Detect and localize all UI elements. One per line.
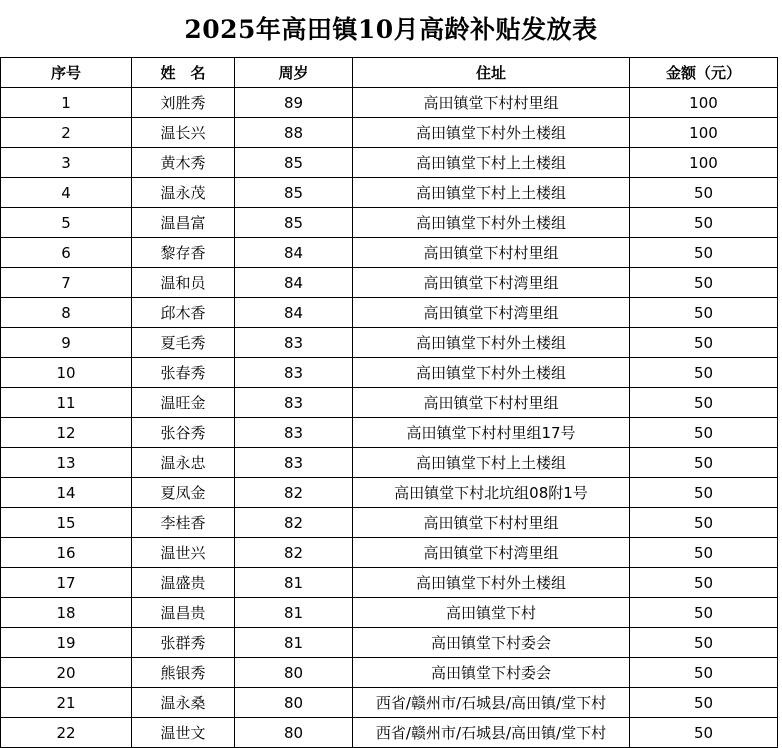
table-body xyxy=(1,88,778,748)
cell-name: 温永茂 xyxy=(132,178,235,208)
cell-name: 夏凤金 xyxy=(132,478,235,508)
cell-name: 温永桑 xyxy=(132,688,235,718)
table-row xyxy=(1,118,778,148)
cell-index: 5 xyxy=(1,208,132,238)
table-row xyxy=(1,88,778,118)
cell-amount: 50 xyxy=(630,358,778,388)
cell-name: 黄木秀 xyxy=(132,148,235,178)
table-title: 2025年高田镇10月高龄补贴发放表 xyxy=(184,15,598,44)
cell-index: 19 xyxy=(1,628,132,658)
cell-amount: 50 xyxy=(630,238,778,268)
cell-age: 83 xyxy=(235,388,353,418)
cell-name: 邱木香 xyxy=(132,298,235,328)
table-row xyxy=(1,598,778,628)
cell-index: 9 xyxy=(1,328,132,358)
cell-address: 高田镇堂下村上土楼组 xyxy=(353,178,630,208)
cell-index: 2 xyxy=(1,118,132,148)
cell-age: 83 xyxy=(235,418,353,448)
cell-age: 88 xyxy=(235,118,353,148)
cell-amount: 100 xyxy=(630,88,778,118)
cell-age: 80 xyxy=(235,658,353,688)
cell-address: 高田镇堂下村委会 xyxy=(353,628,630,658)
cell-address: 西省/赣州市/石城县/高田镇/堂下村 xyxy=(353,718,630,748)
table-row xyxy=(1,688,778,718)
cell-name: 李桂香 xyxy=(132,508,235,538)
cell-name: 温昌贵 xyxy=(132,598,235,628)
table-row xyxy=(1,478,778,508)
cell-name: 温盛贵 xyxy=(132,568,235,598)
cell-name: 熊银秀 xyxy=(132,658,235,688)
cell-index: 4 xyxy=(1,178,132,208)
cell-age: 82 xyxy=(235,538,353,568)
cell-address: 高田镇堂下村 xyxy=(353,598,630,628)
cell-amount: 50 xyxy=(630,298,778,328)
cell-amount: 100 xyxy=(630,148,778,178)
cell-index: 22 xyxy=(1,718,132,748)
header-name: 姓 名 xyxy=(132,58,235,88)
header-row xyxy=(1,58,778,88)
cell-name: 温旺金 xyxy=(132,388,235,418)
cell-address: 高田镇堂下村上土楼组 xyxy=(353,148,630,178)
cell-index: 14 xyxy=(1,478,132,508)
cell-amount: 50 xyxy=(630,388,778,418)
table-row xyxy=(1,298,778,328)
cell-age: 85 xyxy=(235,178,353,208)
cell-age: 82 xyxy=(235,508,353,538)
cell-age: 81 xyxy=(235,628,353,658)
cell-age: 80 xyxy=(235,718,353,748)
cell-index: 3 xyxy=(1,148,132,178)
cell-address: 高田镇堂下村村里组 xyxy=(353,88,630,118)
cell-amount: 50 xyxy=(630,418,778,448)
table-row xyxy=(1,148,778,178)
cell-index: 18 xyxy=(1,598,132,628)
cell-age: 83 xyxy=(235,358,353,388)
subsidy-table xyxy=(0,57,778,748)
table-row xyxy=(1,628,778,658)
header-amount: 金额（元） xyxy=(630,58,778,88)
cell-amount: 100 xyxy=(630,118,778,148)
cell-age: 84 xyxy=(235,238,353,268)
cell-name: 温长兴 xyxy=(132,118,235,148)
cell-address: 高田镇堂下村外土楼组 xyxy=(353,358,630,388)
table-row xyxy=(1,358,778,388)
cell-amount: 50 xyxy=(630,628,778,658)
cell-address: 高田镇堂下村外土楼组 xyxy=(353,328,630,358)
cell-age: 82 xyxy=(235,478,353,508)
cell-address: 高田镇堂下村村里组 xyxy=(353,238,630,268)
cell-address: 高田镇堂下村湾里组 xyxy=(353,538,630,568)
cell-index: 11 xyxy=(1,388,132,418)
cell-index: 10 xyxy=(1,358,132,388)
cell-name: 温昌富 xyxy=(132,208,235,238)
cell-index: 6 xyxy=(1,238,132,268)
cell-index: 16 xyxy=(1,538,132,568)
cell-age: 81 xyxy=(235,568,353,598)
cell-address: 高田镇堂下村北坑组08附1号 xyxy=(353,478,630,508)
table-row xyxy=(1,388,778,418)
cell-age: 84 xyxy=(235,298,353,328)
cell-amount: 50 xyxy=(630,208,778,238)
table-row xyxy=(1,448,778,478)
cell-name: 温世兴 xyxy=(132,538,235,568)
table-row xyxy=(1,538,778,568)
cell-address: 高田镇堂下村上土楼组 xyxy=(353,448,630,478)
cell-amount: 50 xyxy=(630,508,778,538)
cell-age: 89 xyxy=(235,88,353,118)
cell-name: 张谷秀 xyxy=(132,418,235,448)
cell-address: 高田镇堂下村村里组 xyxy=(353,388,630,418)
cell-age: 81 xyxy=(235,598,353,628)
cell-name: 黎存香 xyxy=(132,238,235,268)
cell-age: 85 xyxy=(235,208,353,238)
cell-amount: 50 xyxy=(630,448,778,478)
cell-index: 12 xyxy=(1,418,132,448)
header-address: 住址 xyxy=(353,58,630,88)
cell-age: 83 xyxy=(235,328,353,358)
cell-address: 高田镇堂下村湾里组 xyxy=(353,298,630,328)
table-row xyxy=(1,568,778,598)
cell-name: 张春秀 xyxy=(132,358,235,388)
cell-index: 8 xyxy=(1,298,132,328)
table-row xyxy=(1,208,778,238)
cell-name: 张群秀 xyxy=(132,628,235,658)
cell-amount: 50 xyxy=(630,658,778,688)
cell-index: 1 xyxy=(1,88,132,118)
cell-age: 83 xyxy=(235,448,353,478)
header-index: 序号 xyxy=(1,58,132,88)
header-age: 周岁 xyxy=(235,58,353,88)
cell-amount: 50 xyxy=(630,538,778,568)
cell-address: 高田镇堂下村外土楼组 xyxy=(353,568,630,598)
cell-amount: 50 xyxy=(630,598,778,628)
table-row xyxy=(1,178,778,208)
cell-name: 夏毛秀 xyxy=(132,328,235,358)
cell-address: 高田镇堂下村委会 xyxy=(353,658,630,688)
table-row xyxy=(1,418,778,448)
table-row xyxy=(1,658,778,688)
cell-name: 温世文 xyxy=(132,718,235,748)
cell-address: 高田镇堂下村外土楼组 xyxy=(353,118,630,148)
cell-name: 温和员 xyxy=(132,268,235,298)
cell-age: 80 xyxy=(235,688,353,718)
cell-index: 21 xyxy=(1,688,132,718)
cell-address: 西省/赣州市/石城县/高田镇/堂下村 xyxy=(353,688,630,718)
cell-index: 15 xyxy=(1,508,132,538)
cell-amount: 50 xyxy=(630,718,778,748)
table-row xyxy=(1,268,778,298)
cell-amount: 50 xyxy=(630,688,778,718)
cell-address: 高田镇堂下村外土楼组 xyxy=(353,208,630,238)
cell-age: 85 xyxy=(235,148,353,178)
cell-address: 高田镇堂下村湾里组 xyxy=(353,268,630,298)
cell-amount: 50 xyxy=(630,328,778,358)
cell-amount: 50 xyxy=(630,568,778,598)
cell-index: 17 xyxy=(1,568,132,598)
cell-name: 温永忠 xyxy=(132,448,235,478)
cell-name: 刘胜秀 xyxy=(132,88,235,118)
table-row xyxy=(1,238,778,268)
cell-index: 20 xyxy=(1,658,132,688)
table-row xyxy=(1,508,778,538)
cell-address: 高田镇堂下村村里组 xyxy=(353,508,630,538)
table-row xyxy=(1,328,778,358)
table-row xyxy=(1,718,778,748)
cell-index: 7 xyxy=(1,268,132,298)
cell-amount: 50 xyxy=(630,178,778,208)
cell-index: 13 xyxy=(1,448,132,478)
cell-amount: 50 xyxy=(630,478,778,508)
cell-amount: 50 xyxy=(630,268,778,298)
cell-address: 高田镇堂下村村里组17号 xyxy=(353,418,630,448)
cell-age: 84 xyxy=(235,268,353,298)
